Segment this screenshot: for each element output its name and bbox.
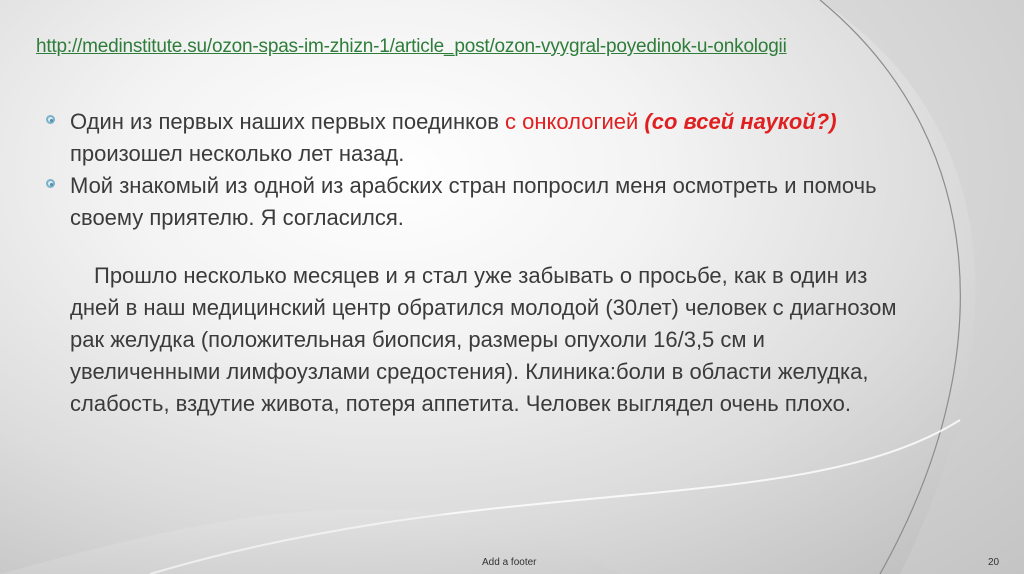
story-text: Прошло несколько месяцев и я стал уже забывать о просьбе, как в один из дней в наш медицинский центр обратился молодой (30лет) человек с диагнозом рак желудка (положительная биопсия, размеры опухоли 16/3,5 см и увеличенными лимфоузлами средостения). Клиника:боли в области желудка, слабость, вздутие живота, потеря аппетита. Человек выглядел очень плохо.	[70, 263, 897, 416]
footer-text: Add a footer	[482, 557, 537, 568]
source-link[interactable]: http://medinstitute.su/ozon-spas-im-zhizn-1/article_post/ozon-vyygral-poyedinok-u-onkologii	[36, 36, 787, 57]
bullet1-red-text: с онкологией	[505, 109, 645, 134]
bullet1-text: Один из первых наших первых поединков	[70, 109, 506, 134]
bullet1-end-text: произошел несколько лет назад.	[70, 141, 405, 166]
slide-content	[46, 106, 916, 420]
bullet-icon	[46, 115, 55, 124]
bullet-item-1	[46, 106, 916, 170]
bullet2-text: Мой знакомый из одной из арабских стран попросил меня осмотреть и помочь своему приятелю. Я согласился.	[70, 173, 877, 230]
bullet1-bold-text: (со всей наукой?)	[644, 109, 837, 134]
page-number: 20	[988, 557, 1000, 568]
bullet-icon	[46, 179, 55, 188]
bullet-item-2	[46, 170, 916, 234]
story-paragraph	[46, 260, 916, 420]
